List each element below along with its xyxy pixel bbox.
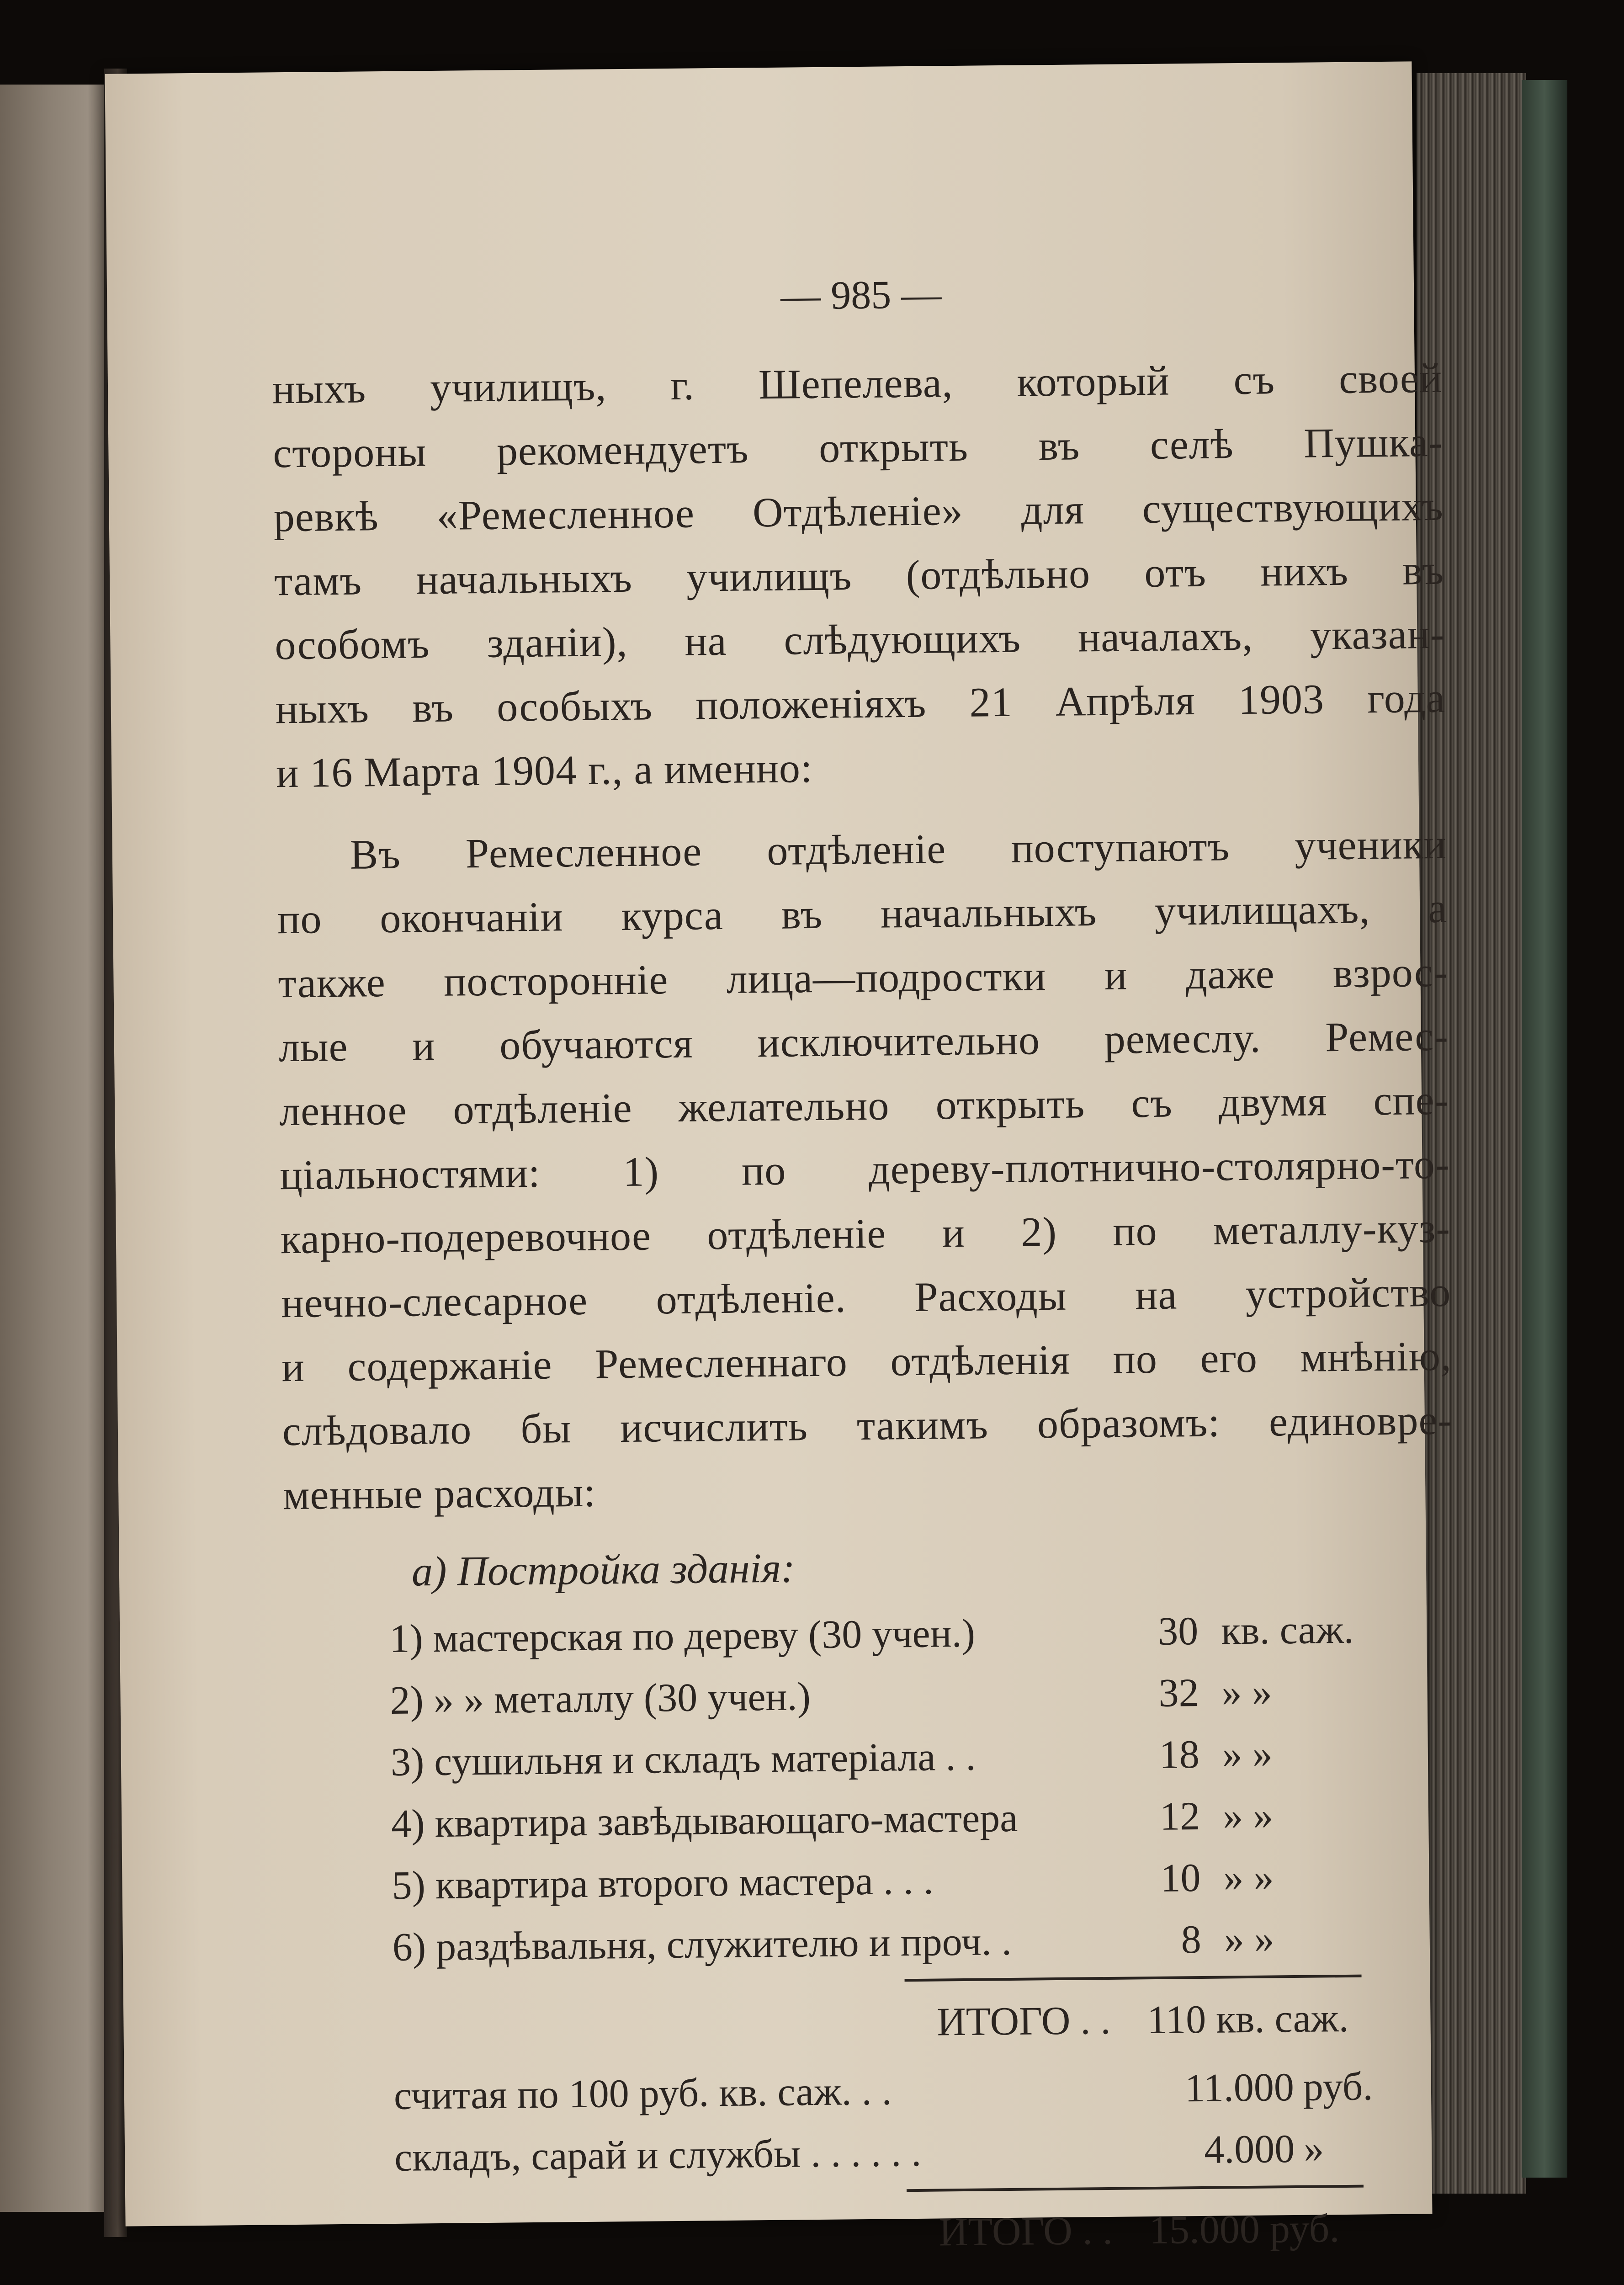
total-cost-value: 15.000 руб. xyxy=(1149,2206,1340,2253)
sum-rule xyxy=(905,1975,1362,1982)
building-item-value: 12 xyxy=(1159,1794,1200,1839)
paragraph-line: стороны рекомендуетъ открыть въ селѣ Пушка- xyxy=(272,418,1443,477)
paragraph-line: ныхъ въ особыхъ положеніяхъ 21 Апрѣля 1903 года xyxy=(275,674,1446,733)
paragraph-line: карно-подеревочное отдѣленіе и 2) по металлу-куз- xyxy=(280,1204,1451,1263)
cost-label: считая по 100 руб. кв. саж. . . xyxy=(393,2069,892,2118)
paragraph-line: ціальностями: 1) по дереву-плотнично-столярно-то- xyxy=(280,1140,1450,1199)
building-item-unit: » » xyxy=(1222,1732,1273,1777)
paragraph-line: лые и обучаются исключительно ремеслу. Ремес- xyxy=(278,1012,1449,1071)
cost-value: 4.000 xyxy=(1204,2127,1295,2172)
sum-rule xyxy=(907,2185,1364,2192)
total-area-value: 110 кв. саж. xyxy=(1146,1996,1349,2043)
paragraph-line: по окончаніи курса въ начальныхъ училищахъ, а xyxy=(277,884,1448,943)
paragraph-line: ревкѣ «Ремесленное Отдѣленіе» для существующихъ xyxy=(273,482,1444,541)
building-item-label: 2) » » металлу (30 учен.) xyxy=(390,1674,811,1723)
paragraph-line: слѣдовало бы исчислить такимъ образомъ: единовре- xyxy=(282,1396,1453,1455)
cost-label: складъ, сарай и службы . . . . . . xyxy=(394,2130,922,2180)
book-cover-edge xyxy=(1522,80,1567,2178)
building-item-unit: » » xyxy=(1222,1793,1274,1839)
page-content xyxy=(271,198,1453,2255)
building-item-label: 4) квартира завѣдывающаго-мастера xyxy=(391,1796,1018,1846)
total-cost-label: ИТОГО . . xyxy=(939,2208,1113,2255)
paragraph-line: менные расходы: xyxy=(282,1468,596,1519)
paragraph-line: ныхъ училищъ, г. Шепелева, который съ своей xyxy=(272,354,1443,413)
building-item-value: 30 xyxy=(1157,1609,1199,1654)
paragraph-line: также посторонніе лица—подростки и даже взрос- xyxy=(278,948,1448,1007)
paragraph-line: особомъ зданіи), на слѣдующихъ началахъ, указан- xyxy=(274,610,1445,669)
building-item-unit: » » xyxy=(1221,1670,1273,1715)
building-item-label: 6) раздѣвальня, служителю и проч. . xyxy=(392,1919,1012,1970)
left-page-edge xyxy=(0,85,110,2212)
paragraph-line: нечно-слесарное отдѣленіе. Расходы на устройство xyxy=(281,1268,1451,1327)
building-item-value: 10 xyxy=(1160,1856,1201,1901)
building-item-unit: » » xyxy=(1224,1917,1275,1962)
paragraph-line: и содержаніе Ремесленнаго отдѣленія по его мнѣнію, xyxy=(281,1332,1452,1391)
page-number: — 985 — xyxy=(780,272,942,319)
cost-value: 11.000 xyxy=(1184,2065,1295,2111)
building-item-label: 5) квартира второго мастера . . . xyxy=(392,1858,934,1908)
total-area-label: ИТОГО . . xyxy=(937,1998,1111,2045)
building-item-value: 8 xyxy=(1181,1917,1202,1962)
building-item-label: 3) сушильня и складъ матеріала . . xyxy=(390,1734,976,1785)
building-item-unit: кв. саж. xyxy=(1221,1607,1354,1653)
paragraph-line: тамъ начальныхъ училищъ (отдѣльно отъ нихъ въ xyxy=(274,546,1444,605)
section-heading: а) Постройка зданія: xyxy=(411,1544,796,1595)
building-item-value: 32 xyxy=(1158,1671,1199,1716)
building-item-unit: » » xyxy=(1223,1855,1274,1900)
building-item-value: 18 xyxy=(1159,1732,1200,1777)
paragraph-line: и 16 Марта 1904 г., а именно: xyxy=(276,744,813,797)
paragraph-line: Въ Ремесленное отдѣленіе поступаютъ ученики xyxy=(350,820,1447,878)
cost-unit: руб. xyxy=(1303,2064,1373,2110)
paragraph-line: ленное отдѣленіе желательно открыть съ двумя спе- xyxy=(279,1076,1449,1135)
book-page xyxy=(105,61,1453,2255)
cost-unit: » xyxy=(1303,2126,1324,2171)
building-item-label: 1) мастерская по дереву (30 учен.) xyxy=(389,1611,976,1662)
